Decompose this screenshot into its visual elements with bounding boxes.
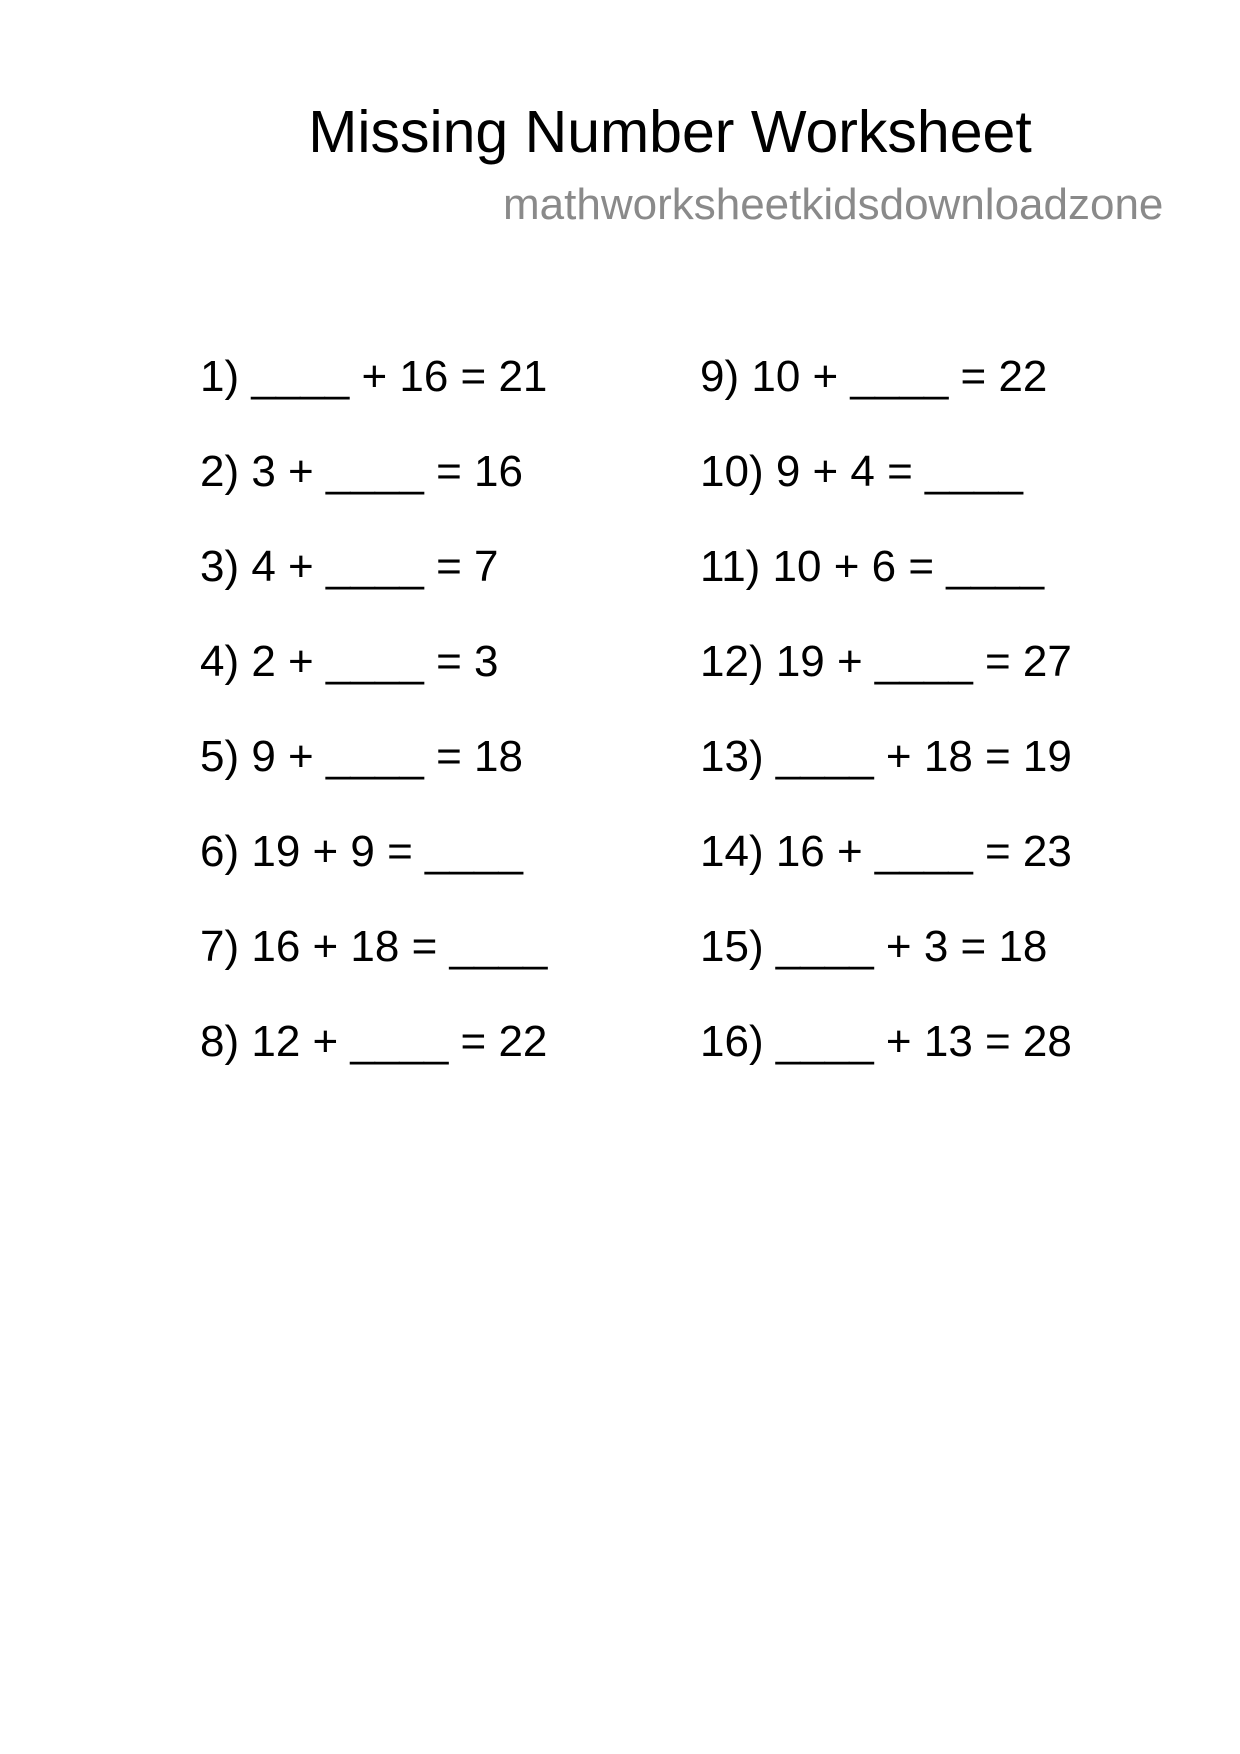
- problem-3: 3) 4 + ____ = 7: [200, 542, 499, 591]
- problem-12: 12) 19 + ____ = 27: [700, 637, 1072, 686]
- problem-7: 7) 16 + 18 = ____: [200, 922, 548, 971]
- problem-13: 13) ____ + 18 = 19: [700, 732, 1072, 781]
- worksheet-title: Missing Number Worksheet: [308, 99, 1032, 165]
- problem-2: 2) 3 + ____ = 16: [200, 447, 523, 496]
- problem-5: 5) 9 + ____ = 18: [200, 732, 523, 781]
- problem-11: 11) 10 + 6 = ____: [700, 542, 1045, 591]
- problem-16: 16) ____ + 13 = 28: [700, 1017, 1072, 1066]
- worksheet-subtitle: mathworksheetkidsdownloadzone: [503, 180, 1164, 229]
- problem-6: 6) 19 + 9 = ____: [200, 827, 523, 876]
- problems-right-column: [700, 348, 1072, 1108]
- problem-1: 1) ____ + 16 = 21: [200, 352, 548, 401]
- problem-4: 4) 2 + ____ = 3: [200, 637, 499, 686]
- problem-8: 8) 12 + ____ = 22: [200, 1017, 548, 1066]
- problem-9: 9) 10 + ____ = 22: [700, 352, 1048, 401]
- problem-14: 14) 16 + ____ = 23: [700, 827, 1072, 876]
- problem-15: 15) ____ + 3 = 18: [700, 922, 1048, 971]
- problem-10: 10) 9 + 4 = ____: [700, 447, 1023, 496]
- problems-left-column: [200, 348, 547, 1108]
